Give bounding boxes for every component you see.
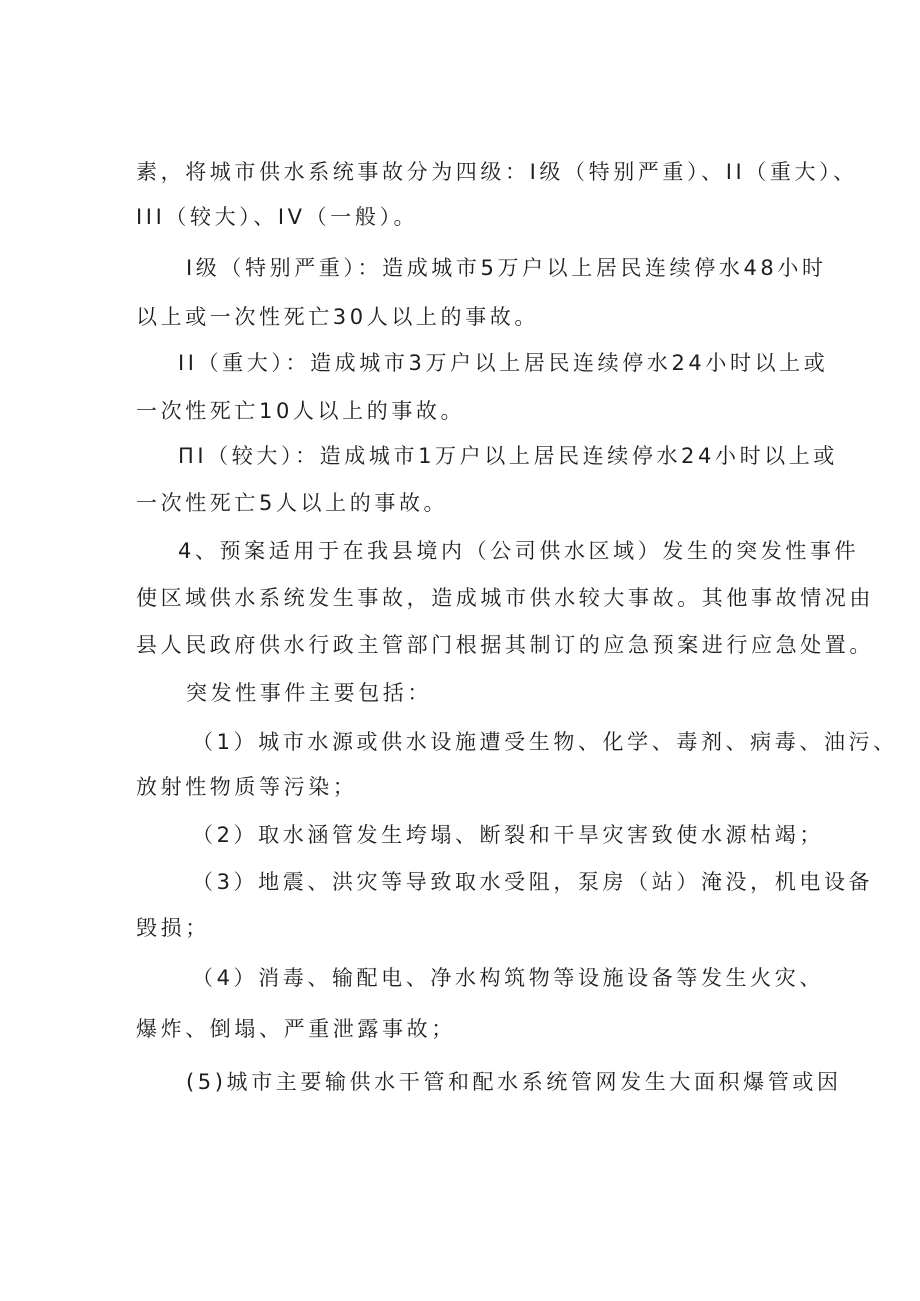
text-line-8: 一次性死亡5人以上的事故。: [136, 491, 449, 515]
text-line-9: 4、预案适用于在我县境内（公司供水区域）发生的突发性事件: [178, 539, 860, 563]
text-line-3: I级（特别严重）：造成城市5万户以上居民连续停水48小时: [186, 256, 827, 280]
text-line-17: 毁损；: [136, 916, 210, 940]
text-line-20: (5)城市主要输供水干管和配水系统管网发生大面积爆管或因: [186, 1070, 842, 1094]
text-line-13: （1）城市水源或供水设施遭受生物、化学、毒剂、病毒、油污、: [192, 730, 898, 754]
text-line-7: ΠI（较大）：造成城市1万户以上居民连续停水24小时以上或: [178, 444, 838, 468]
text-line-18: （4）消毒、输配电、净水构筑物等设施设备等发生火灾、: [192, 966, 824, 990]
text-line-5: II（重大）：造成城市3万户以上居民连续停水24小时以上或: [178, 351, 829, 375]
text-line-1: 素，将城市供水系统事故分为四级：I级（特别严重）、II（重大）、: [136, 160, 858, 184]
text-line-10: 使区域供水系统发生事故，造成城市供水较大事故。其他事故情况由: [136, 586, 874, 610]
text-line-14: 放射性物质等污染；: [136, 775, 358, 799]
text-line-2: III（较大）、IV（一般）。: [136, 205, 419, 229]
text-line-12: 突发性事件主要包括：: [186, 681, 432, 705]
text-line-6: 一次性死亡10人以上的事故。: [136, 399, 466, 423]
text-line-4: 以上或一次性死亡30人以上的事故。: [136, 305, 539, 329]
text-line-11: 县人民政府供水行政主管部门根据其制订的应急预案进行应急处置。: [136, 633, 874, 657]
text-line-16: （3）地震、洪灾等导致取水受阻，泵房（站）淹没，机电设备: [192, 870, 874, 894]
text-line-19: 爆炸、倒塌、严重泄露事故；: [136, 1017, 456, 1041]
text-line-15: （2）取水涵管发生垮塌、断裂和干旱灾害致使水源枯竭；: [192, 823, 824, 847]
